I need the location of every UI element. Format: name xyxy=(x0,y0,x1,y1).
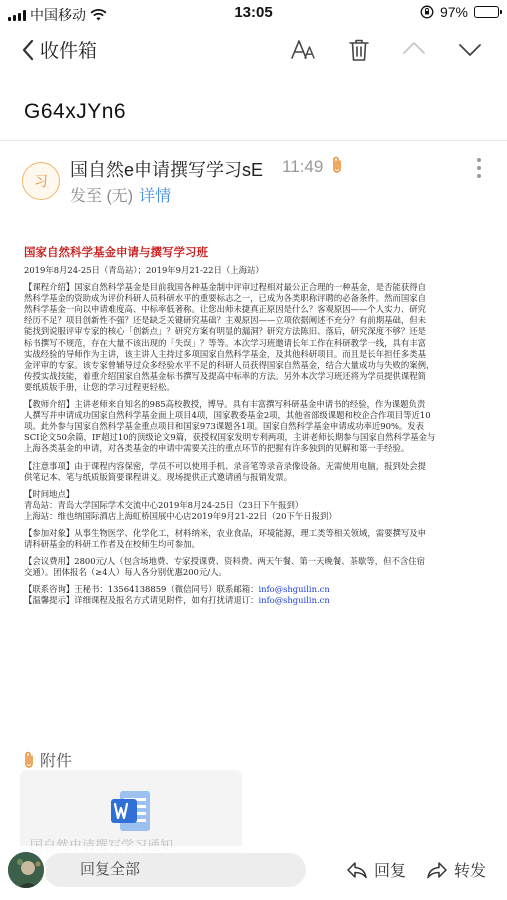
contact-text: 【联系咨询】王秘书：13564138859（微信同号）联系邮箱： xyxy=(24,584,259,595)
document-line: 实战经验的导师作为主讲，该主讲人主持过多项国家自然科学基金，及其他科研项目。而且是长年担任多类基 xyxy=(24,348,426,359)
divider xyxy=(0,140,507,141)
document-line: 能找到说服评审专家的核心「创新点」？研究方案有明显的漏洞？研究方法陈旧、落后，研究深度不够？还是 xyxy=(24,326,426,337)
document-paragraph xyxy=(24,489,486,522)
back-label: 收件箱 xyxy=(40,41,98,62)
forward-label: 转发 xyxy=(454,863,487,880)
font-size-icon xyxy=(290,38,316,60)
trash-icon xyxy=(348,38,370,62)
document-paragraph xyxy=(24,282,486,393)
document-line: 项。此外参与国家自然科学基金重点项目和国家973课题各1项。国家自然科学基金申请成功率近90%。发表 xyxy=(24,421,425,432)
document-line: 青岛站：青岛大学国际学术交流中心2019年8月24-25日（23日下午报到） xyxy=(24,499,304,510)
document-line: 【课程介绍】国家自然科学基金是目前我国各种基金制中评审过程相对最公正合理的一种基金，是否能获得自 xyxy=(24,282,426,293)
document-paragraph xyxy=(24,528,486,550)
reply-button[interactable] xyxy=(346,858,406,881)
document-paragraph xyxy=(24,399,486,454)
document-line: 【参加对象】从事生物医学、化学化工，材料纳米，农业食品，环境能源，理工类等相关领域，需要撰写及申 xyxy=(24,527,426,538)
document-paragraph xyxy=(24,461,486,483)
document-line: 上海站：维也纳国际酒店上海虹桥国展中心店2019年9月21-22日（20下午日报到） xyxy=(24,510,337,521)
carrier-name: 中国移动 xyxy=(30,7,86,23)
document-title: 国家自然科学基金申请与撰写学习班 xyxy=(24,245,208,259)
document-line: 供笔记本、笔与纸质版简要课程讲义。现场提供正式邀请函与报销发票。 xyxy=(24,471,292,482)
forward-button[interactable] xyxy=(426,858,486,881)
status-bar xyxy=(0,0,507,26)
document-line: 【注意事项】由于课程内容保密，学员不可以使用手机、录音笔等录音录像设备。无需使用电脑，报到处会提 xyxy=(24,460,426,471)
chevron-left-icon xyxy=(22,39,34,61)
orientation-lock-icon xyxy=(420,5,434,19)
document-paragraph xyxy=(24,265,486,276)
nav-bar xyxy=(0,30,507,74)
document-line: 【教师介绍】主讲老师来自知名的985高校教授，博导。具有丰富撰写科研基金申请书的经验，作为课题负责 xyxy=(24,399,426,410)
document-line: 交通）。团体报名（≥4人）每人各分别优惠200元/人。 xyxy=(24,567,227,578)
next-mail-button[interactable] xyxy=(458,38,482,65)
document-line: 标书撰写不规范，存在大量不该出现的「失误」？等等。本次学习班邀请长年工作在科研教学一线，具有丰富 xyxy=(24,337,426,348)
contact-email-link[interactable]: info@shguilin.cn xyxy=(258,584,330,595)
mail-time: 11:49 xyxy=(282,157,324,176)
document-line: 人撰写并申请成功国家自然科学基金面上项目4项，国家教委基金2项，其他省部级课题和校企合作项目等近10 xyxy=(24,410,431,421)
document-line: 上海各类基金的申请，对各类基金的申请中需要关注的重点环节的把握有许多独到的见解和第一手经验。 xyxy=(24,443,410,454)
reply-icon xyxy=(346,861,368,879)
clock: 13:05 xyxy=(234,4,273,21)
more-options-icon[interactable] xyxy=(477,158,481,178)
document-line: 【时间地点】 xyxy=(24,488,75,499)
battery-icon xyxy=(474,6,499,18)
tip-line xyxy=(24,595,486,606)
document-line: 传授实战技能，着重介绍国家自然基金标书撰写及提高中标率的方法。另外本次学习班还将为学员提供课程简 xyxy=(24,370,426,381)
document-line: 请科研基金的科研工作者及在校师生均可参加。 xyxy=(24,539,200,550)
document-line: SCI论文50余篇，IF超过10的顶级论文9篇，获授权国家发明专利两项，主讲老师长期参与国家自然科学基金与 xyxy=(24,432,436,443)
document-line: 然科学基金一向以申请难度高、中标率低著称。让您出师未捷真正原因是什么？客观原因——个人实力、研究 xyxy=(24,304,426,315)
document-line: 然科学基金的资助成为评价科研人员科研水平的重要标志之一，已成为各类职称评聘的必备条件。然而国家自 xyxy=(24,293,426,304)
reply-all-button[interactable] xyxy=(44,853,306,887)
reply-all-label: 回复全部 xyxy=(80,861,141,878)
tip-text: 【温馨提示】详细课程及报名方式请见附件，如有打扰请退订： xyxy=(24,595,259,606)
unsubscribe-email-link[interactable]: info@shguilin.cn xyxy=(258,595,330,606)
previous-mail-button[interactable] xyxy=(402,38,426,65)
chevron-down-icon xyxy=(458,38,482,60)
word-document-icon xyxy=(108,788,154,834)
chevron-up-icon xyxy=(402,38,426,60)
details-link[interactable]: 详情 xyxy=(139,188,172,205)
forward-icon xyxy=(426,861,448,879)
attachment-heading-label: 附件 xyxy=(40,753,73,770)
paperclip-icon xyxy=(22,750,36,770)
document-line: 要纸质版手册，让您的学习过程更轻松。 xyxy=(24,381,175,392)
recipient-line xyxy=(70,183,171,206)
mail-body xyxy=(24,246,486,607)
document-line: 2019年8月24-25日（青岛站）；2019年9月21-22日（上海站） xyxy=(24,265,264,275)
contact-line xyxy=(24,584,486,595)
sender-avatar[interactable]: 习 xyxy=(22,162,60,200)
document-line: 金评审的专家。该专家曾辅导过众多经验水平不足的科研人员获得国家自然基金，结合大量成功与失败的案例， xyxy=(24,359,435,370)
attachment-heading xyxy=(22,748,72,771)
recipient-label: 发至 (无) xyxy=(70,188,134,205)
document-paragraph xyxy=(24,556,486,578)
mail-title: 国自然e申请撰写学习sE xyxy=(70,160,264,180)
delete-button[interactable] xyxy=(348,38,370,67)
document-line: 【会议费用】2800元/人（包含场地费、专家授课费、资料费、两天午餐、第一天晚餐、茶歇等，但不含住宿 xyxy=(24,556,426,567)
status-right xyxy=(420,4,499,20)
back-button[interactable] xyxy=(22,36,97,63)
document-paragraphs xyxy=(24,259,486,578)
document-line: 经历不足？项目创新性不强？还是缺乏关键研究基础？主观原因——立项依据阐述不充分？有前期基础，但未 xyxy=(24,315,426,326)
attachment-indicator-icon xyxy=(330,155,344,175)
mail-subject: G64xJYn6 xyxy=(24,100,127,123)
user-avatar[interactable] xyxy=(6,850,46,890)
font-size-button[interactable] xyxy=(290,38,316,65)
battery-percent: 97% xyxy=(439,4,468,20)
reply-label: 回复 xyxy=(374,863,407,880)
